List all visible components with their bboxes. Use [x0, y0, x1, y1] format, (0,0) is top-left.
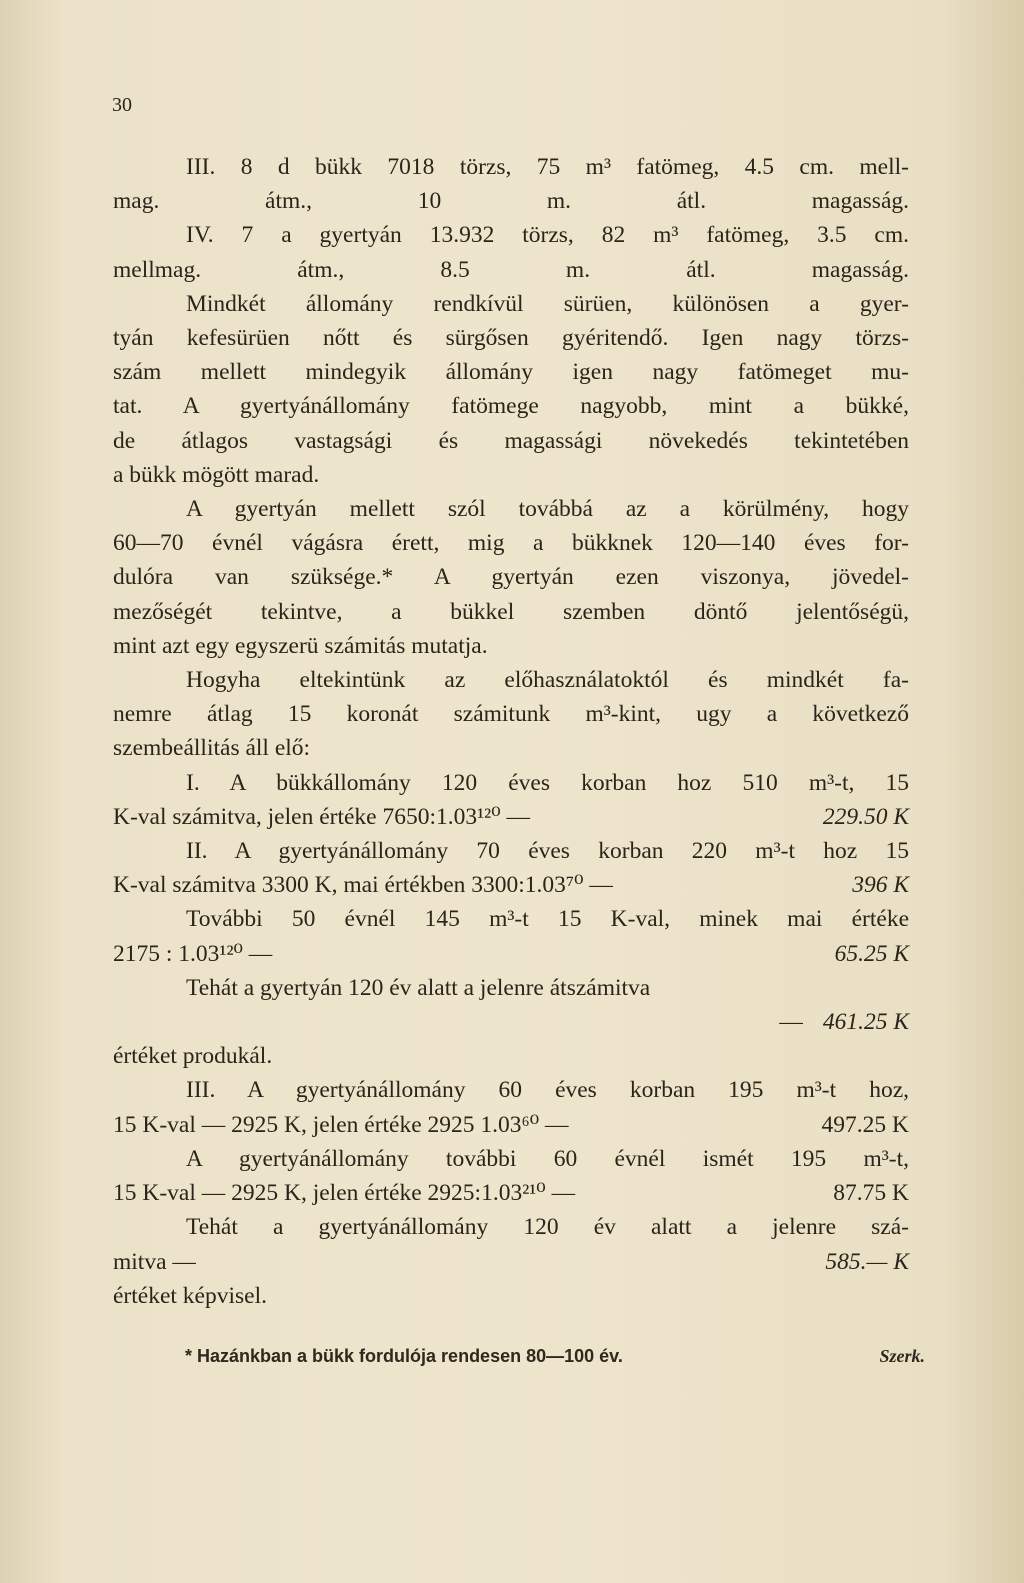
- calc-amount: 396 K: [852, 872, 909, 899]
- text-line: II. A gyertyánállomány 70 éves korban 220 m³-t hoz 15: [186, 838, 909, 865]
- page-number: 30: [112, 94, 132, 116]
- calc-description: K-val számitva, jelen értéke 7650:1.03¹²⁰ —: [113, 803, 531, 830]
- text-line: A gyertyánállomány további 60 évnél ismét 195 m³-t,: [186, 1145, 909, 1172]
- text-line: dulóra van szüksége.* A gyertyán ezen viszonya, jövedel-: [113, 564, 909, 591]
- calc-row: [113, 800, 909, 834]
- calc-amount: 497.25 K: [821, 1111, 909, 1138]
- text-line: 60—70 évnél vágásra érett, mig a bükknek 120—140 éves for-: [113, 530, 909, 557]
- text-line: mint azt egy egyszerü számitás mutatja.: [113, 632, 488, 659]
- text-line: IV. 7 a gyertyán 13.932 törzs, 82 m³ fatömeg, 3.5 cm.: [186, 222, 909, 249]
- text-line: tyán kefesürüen nőtt és sürgősen gyéritendő. Igen nagy törzs-: [113, 325, 909, 352]
- text-line: További 50 évnél 145 m³-t 15 K-val, minek mai értéke: [186, 906, 909, 933]
- text-line: szám mellett mindegyik állomány igen nagy fatömeget mu-: [113, 359, 909, 386]
- text-line: mezőségét tekintve, a bükkel szemben döntő jelentőségü,: [113, 598, 909, 625]
- footnote: [185, 1346, 925, 1367]
- text-line: Tehát a gyertyánállomány 120 év alatt a jelenre szá-: [186, 1214, 909, 1241]
- footnote-text: * Hazánkban a bükk fordulója rendesen 80—100 év.: [185, 1346, 623, 1366]
- calc-amount: 461.25 K: [822, 1009, 909, 1036]
- calc-description: 15 K-val — 2925 K, jelen értéke 2925:1.03²¹⁰ —: [113, 1180, 576, 1207]
- text-line: értéket képvisel.: [113, 1282, 267, 1309]
- calc-amount: 65.25 K: [834, 940, 909, 967]
- calc-row: [113, 1176, 909, 1210]
- calc-description: mitva —: [113, 1248, 196, 1275]
- text-line: III. 8 d bükk 7018 törzs, 75 m³ fatömeg, 4.5 cm. mell-: [186, 154, 909, 180]
- text-line: Mindkét állomány rendkívül sürüen, különösen a gyer-: [186, 290, 909, 317]
- calc-row: [113, 868, 909, 902]
- text-line: III. A gyertyánállomány 60 éves korban 195 m³-t hoz,: [186, 1077, 909, 1104]
- calc-amount: 585.— K: [825, 1248, 909, 1275]
- calc-description: 2175 : 1.03¹²⁰ —: [113, 940, 273, 967]
- text-line: Hogyha eltekintünk az előhasználatoktól és mindkét fa-: [186, 667, 909, 694]
- text-line: tat. A gyertyánállomány fatömege nagyobb, mint a bükké,: [113, 393, 909, 420]
- body-text: [113, 150, 909, 1313]
- calc-amount: 87.75 K: [833, 1180, 909, 1207]
- calc-row: [113, 1108, 909, 1142]
- text-line: értéket produkál.: [113, 1043, 273, 1070]
- calc-amount: 229.50 K: [822, 803, 909, 830]
- calc-row: [113, 1245, 909, 1279]
- text-line: szembeállitás áll elő:: [113, 735, 311, 762]
- calc-description: K-val számitva 3300 K, mai értékben 3300:1.03⁷⁰ —: [113, 872, 613, 899]
- calc-row: [113, 937, 909, 971]
- calc-description: 15 K-val — 2925 K, jelen értéke 2925 1.03⁶⁰ —: [113, 1111, 569, 1138]
- text-line: mellmag. átm., 8.5 m. átl. magasság.: [113, 256, 909, 283]
- text-line: de átlagos vastagsági és magassági növekedés tekintetében: [113, 427, 909, 454]
- calc-description: —: [779, 1009, 803, 1036]
- calc-row: [113, 1005, 909, 1039]
- footnote-signature: Szerk.: [879, 1346, 925, 1366]
- text-line: nemre átlag 15 koronát számitunk m³-kint, ugy a következő: [113, 701, 909, 728]
- text-line: I. A bükkállomány 120 éves korban hoz 510 m³-t, 15: [186, 769, 909, 796]
- text-line: A gyertyán mellett szól továbbá az a körülmény, hogy: [186, 496, 909, 523]
- text-line: a bükk mögött marad.: [113, 461, 320, 488]
- text-line: mag. átm., 10 m. átl. magasság.: [113, 188, 909, 215]
- text-line: Tehát a gyertyán 120 év alatt a jelenre átszámitva: [186, 974, 651, 1001]
